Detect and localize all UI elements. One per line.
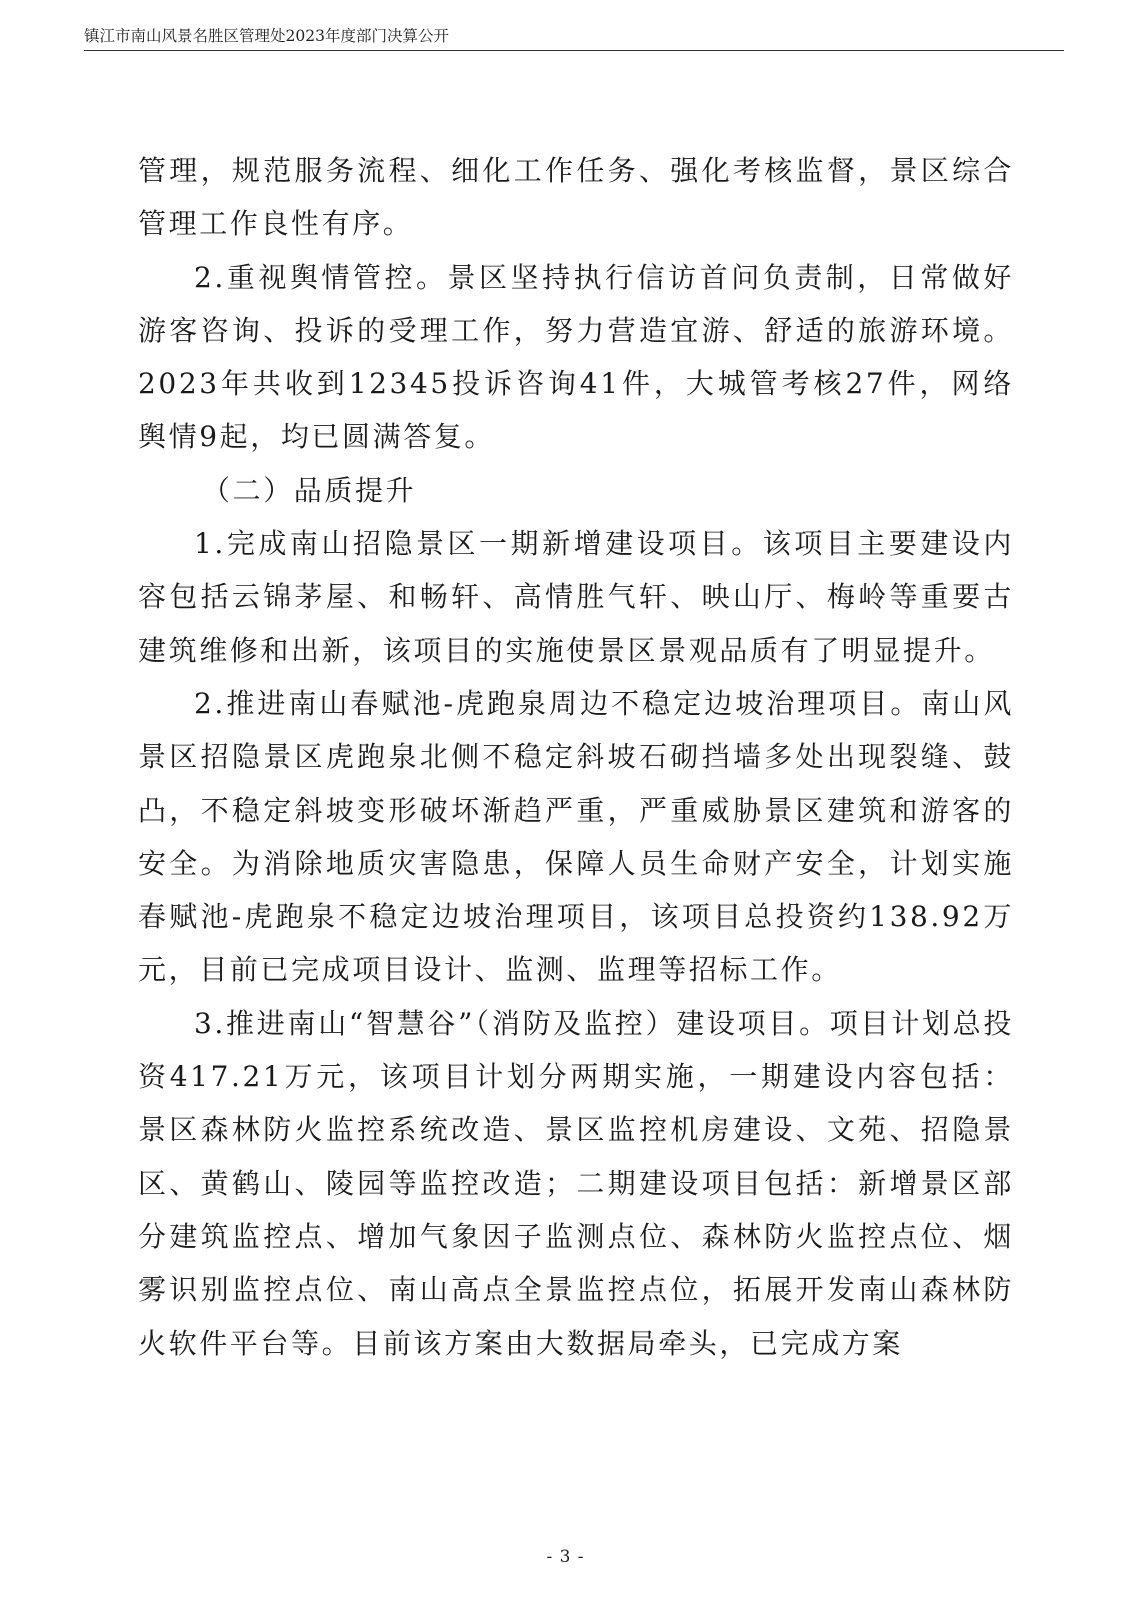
paragraph-continuation: 管理，规范服务流程、细化工作任务、强化考核监督，景区综合管理工作良性有序。 (138, 154, 1014, 241)
section-heading-quality: （二）品质提升 (202, 473, 417, 507)
paragraph-item-slope-project: 2.推进南山春赋池-虎跑泉周边不稳定边坡治理项目。南山风景区招隐景区虎跑泉北侧不稳定斜坡石砌挡墙多处出现裂缝、鼓凸，不稳定斜坡变形破坏渐趋严重，严重威胁景区建筑和游客的安全。为消除地质灾害隐患，保障人员生命财产安全，计划实施春赋池-虎跑泉不稳定边坡治理项目，该项目总投资约138.92万元，目前已完成项目设计、监测、监理等招标工作。 (138, 686, 1014, 987)
paragraph-item-smart-valley: 3.推进南山“智慧谷”（消防及监控）建设项目。项目计划总投资417.21万元，该项目计划分两期实施，一期建设内容包括：景区森林防火监控系统改造、景区监控机房建设、文苑、招隐景区、黄鹤山、陵园等监控改造；二期建设项目包括：新增景区部分建筑监控点、增加气象因子监测点位、森林防火监控点位、烟雾识别监控点位、南山高点全景监控点位，拓展开发南山森林防火软件平台等。目前该方案由大数据局牵头，已完成方案 (138, 1006, 1014, 1360)
header-divider (84, 50, 1064, 51)
running-header: 镇江市南山风景名胜区管理处2023年度部门决算公开 (84, 27, 449, 45)
document-body (138, 144, 1014, 1370)
paragraph-item-zhaoyin-project: 1.完成南山招隐景区一期新增建设项目。该项目主要建设内容包括云锦茅屋、和畅轩、高情胜气轩、映山厅、梅岭等重要古建筑维修和出新，该项目的实施使景区景观品质有了明显提升。 (138, 527, 1014, 667)
paragraph-item-public-opinion: 2.重视舆情管控。景区坚持执行信访首问负责制，日常做好游客咨询、投诉的受理工作，努力营造宜游、舒适的旅游环境。2023年共收到12345投诉咨询41件，大城管考核27件，网络舆情9起，均已圆满答复。 (138, 260, 1014, 454)
page-number: - 3 - (546, 1547, 585, 1567)
